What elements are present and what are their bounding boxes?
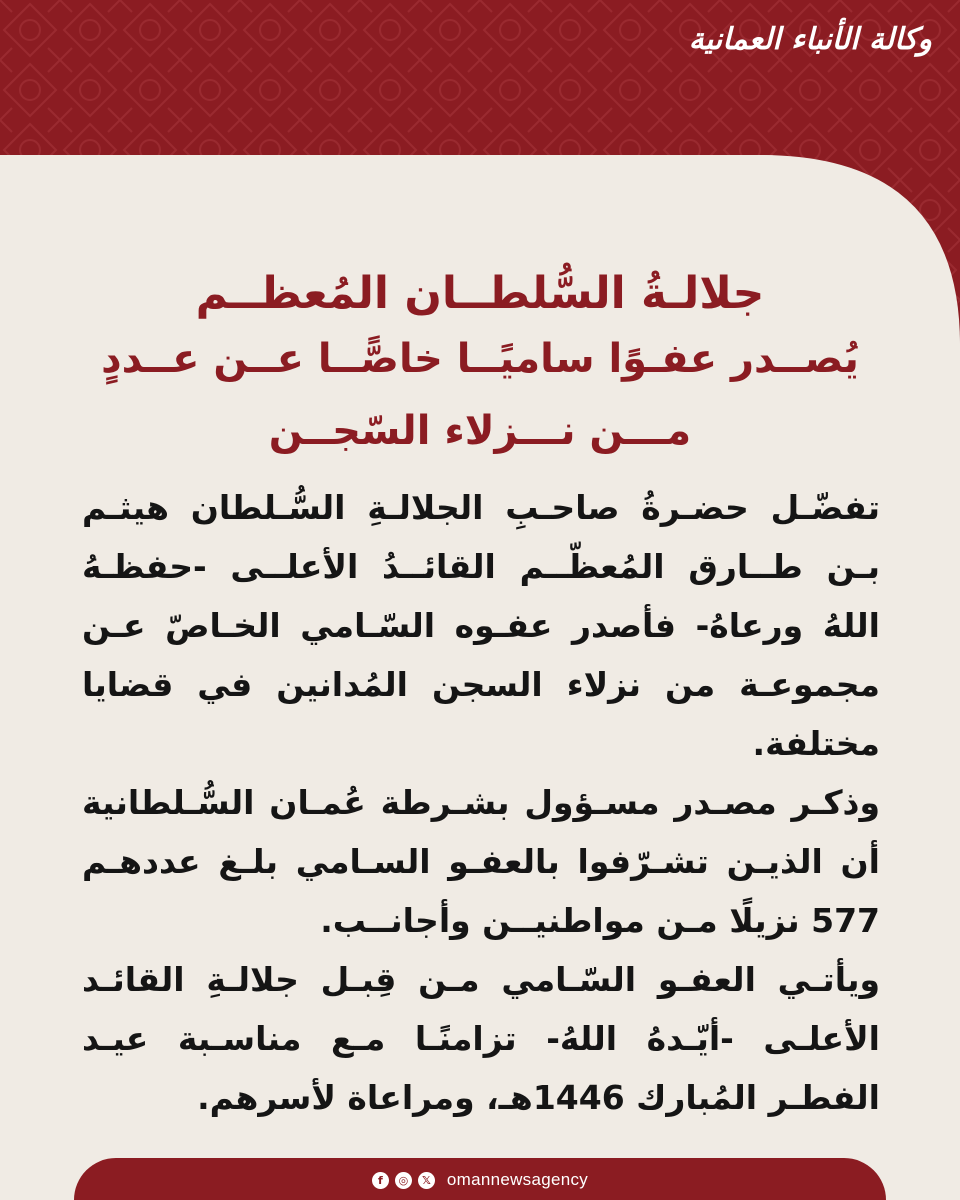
paragraph-2-text: وذكـر مصـدر مسـؤول بشـرطة عُمـان السُّـلطانية أن الذيـن تشـرّفوا بالعفـو السـامي بلـغ عددهـم: [82, 783, 880, 881]
pardoned-count: 577: [811, 901, 880, 940]
social-links: [74, 1170, 886, 1190]
paragraph-2-tail: مـن مواطنيــن وأجانــب.: [320, 901, 718, 940]
x-icon[interactable]: 𝕏: [418, 1172, 435, 1189]
facebook-icon[interactable]: f: [372, 1172, 389, 1189]
agency-logo: وكالة الأنباء العمانية: [688, 22, 932, 57]
headline-line-1: جلالـةُ السُّلطــان المُعظــم: [195, 268, 765, 319]
paragraph-3: ويأتـي العفـو السّـامي مـن قِبـل جلالـةِ القائـد الأعلـى -أيّـدهُ اللهُ- تزامنًـا مـع مناسـبة عيـد الفطـر المُبارك 1446هـ، ومراعاة لأسرهم.: [82, 960, 880, 1117]
social-handle[interactable]: omannewsagency: [446, 1170, 589, 1189]
article-body: [82, 478, 880, 1127]
paragraph-2: [82, 773, 880, 950]
pardoned-count-unit: نزيلًا: [729, 901, 800, 940]
footer-bar: [74, 1158, 886, 1200]
headline-line-3: مـــن نـــزلاء السّجــن: [268, 408, 692, 454]
headline-line-2: يُصــدر عفـوًا ساميًــا خاصًّــا عــن عــددٍ: [101, 336, 859, 382]
instagram-icon[interactable]: ◎: [395, 1172, 412, 1189]
paragraph-1: تفضّـل حضـرةُ صاحـبِ الجلالـةِ السُّـلطان هيثـم بـن طــارق المُعظّــم القائــدُ الأعلــى -حفظـهُ اللهُ ورعاهُ- فأصدر عفـوه السّـامي الخـاصّ عـن مجموعـة من نزلاء السجن المُدانين في قضايا مختلفة.: [82, 488, 880, 763]
